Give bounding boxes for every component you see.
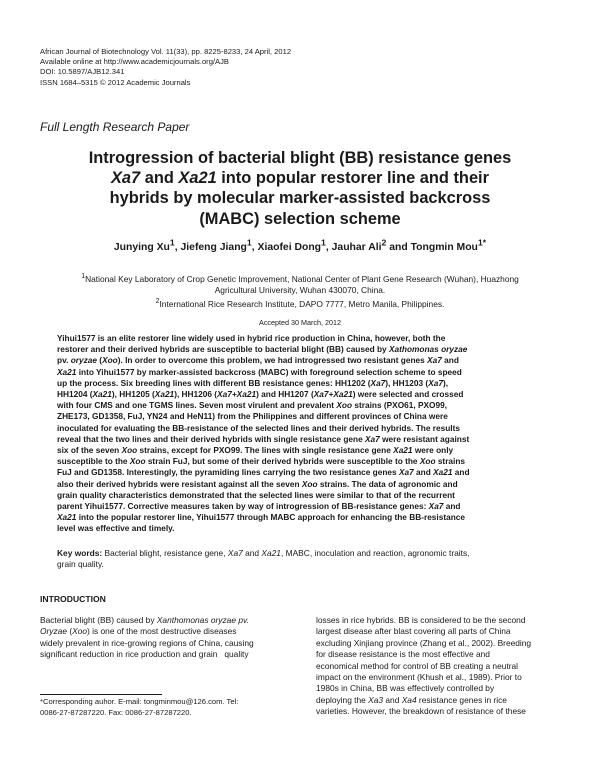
affiliation-2: $^2$International Rice Research Institute, DAPO 7777, Metro Manila, Philippines.	[155, 298, 445, 309]
title-line-1: Introgression of bacterial blight (BB) resistance genes	[88, 149, 512, 167]
accepted-date: Accepted 30 March, 2012	[259, 318, 341, 327]
keywords: Key words: Bacterial blight, resistance gene, Xa7 and Xa21, MABC, inoculation and reaction, agronomic traits, grain quality.	[57, 548, 470, 570]
journal-online-url[interactable]: Available online at http://www.academicjournals.org/AJB	[40, 57, 229, 67]
author: Jiefeng Jiang$^1$,	[180, 238, 258, 254]
paper-type: Full Length Research Paper	[40, 120, 190, 134]
author: Xiaofei Dong$^1$,	[257, 238, 332, 254]
author-corresponding: Tongmin Mou$^{1*}$	[410, 238, 487, 254]
section-heading-introduction: INTRODUCTION	[40, 594, 106, 604]
title-gene-xa21: Xa21	[178, 169, 217, 188]
affiliation-1-line-1: $^1$National Key Laboratory of Crop Genetic Improvement, National Center of Plant Gene Research (Wuhan), Huazhong	[81, 273, 519, 284]
title-line-4: (MABC) selection scheme	[199, 209, 401, 228]
journal-doi[interactable]: DOI: 10.5897/AJB12.341	[40, 67, 125, 77]
introduction-right-column: losses in rice hybrids. BB is considered to be the second largest disease after blast covering all parts of China excluding Xinjiang province (Zhang et al., 2002). Breeding for disease resistance is the most effective and economical method for control of BB creating a neutral impact on the environment (Khush et al., 1989). Prior to 1980s in China, BB was effectively controlled by deploying the Xa3 and Xa4 resistance genes in rice varieties. However, the breakdown of resistance of these	[316, 615, 532, 717]
journal-citation: African Journal of Biotechnology Vol. 11(33), pp. 8225-8233, 24 April, 2012	[40, 47, 292, 56]
footnote-divider	[40, 694, 162, 695]
journal-header	[40, 47, 291, 88]
affiliation-1-line-2: Agricultural University, Wuhan 430070, China.	[214, 285, 386, 295]
journal-issn: ISSN 1684–5315 © 2012 Academic Journals	[40, 77, 191, 87]
author-list	[40, 238, 560, 253]
author: Jauhar Ali$^2$ and	[331, 238, 411, 254]
corresponding-author-footnote: *Corresponding auhor. E-mail: tongminmou@126.com. Tel: 0086-27-87287220. Fax: 0086-27-87287220.	[40, 697, 239, 717]
abstract: Yihui1577 is an elite restorer line widely used in hybrid rice production in China, however, both the restorer and their derived hybrids are susceptible to bacterial blight (BB) caused by Xathomonas oryzae pv. oryzae (Xoo). In order to overcome this problem, we had introgressed two resistant genes Xa7 and Xa21 into Yihui1577 by marker-assisted backcross (MABC) with foreground selection scheme to speed up the process. Six breeding lines with different BB resistance genes: HH1202 (Xa7), HH1203 (Xa7), HH1204 (Xa21), HH1205 (Xa21), HH1206 (Xa7+Xa21) and HH1207 (Xa7+Xa21) were selected and crossed with four CMS and one TGMS lines. Seven most virulent and prevalent Xoo strains (PXO61, PXO99, ZHE173, GD1358, FuJ, YN24 and HeN11) from the Philippines and different provinces of China were inoculated for evaluating the BB-resistance of the selected lines and their derived hybrids. The results reveal that the two lines and their derived hybrids with single resistance gene Xa7 were resistant against six of the seven Xoo strains, except for PXO99. The lines with single resistance gene Xa21 were only susceptible to the Xoo strain FuJ, but some of their derived hybrids were susceptible to the Xoo strains FuJ and GD1358. Interestingly, the pyramiding lines carrying the two resistance genes Xa7 and Xa21 and also their derived hybrids were resistant against all the seven Xoo strains. The data of agronomic and grain quality characteristics demonstrated that the selected lines were similar to that of the recurrent parent Yihui1577. Corrective measures taken by way of introgression of BB-resistance genes: Xa7 and Xa21 into the popular restorer line, Yihui1577 through MABC approach for enhancing the BB-resistance level was effective and timely.	[57, 333, 470, 534]
affiliations	[40, 271, 560, 310]
paper-title	[40, 148, 560, 229]
title-gene-xa7: Xa7	[110, 169, 141, 188]
title-line-3: hybrids by molecular marker-assisted backcross	[109, 189, 491, 208]
introduction-left-column: Bacterial blight (BB) caused by Xanthomonas oryzae pv. Oryzae (Xoo) is one of the most destructive diseases widely prevalent in rice-growing regions of China, causing significant reduction in rice production and grain quality	[40, 615, 254, 660]
author: Junying Xu$^1$,	[113, 238, 181, 254]
keywords-label: Key words:	[57, 548, 103, 558]
title-line-2: Xa7 and Xa21 into popular restorer line and their	[110, 169, 489, 188]
